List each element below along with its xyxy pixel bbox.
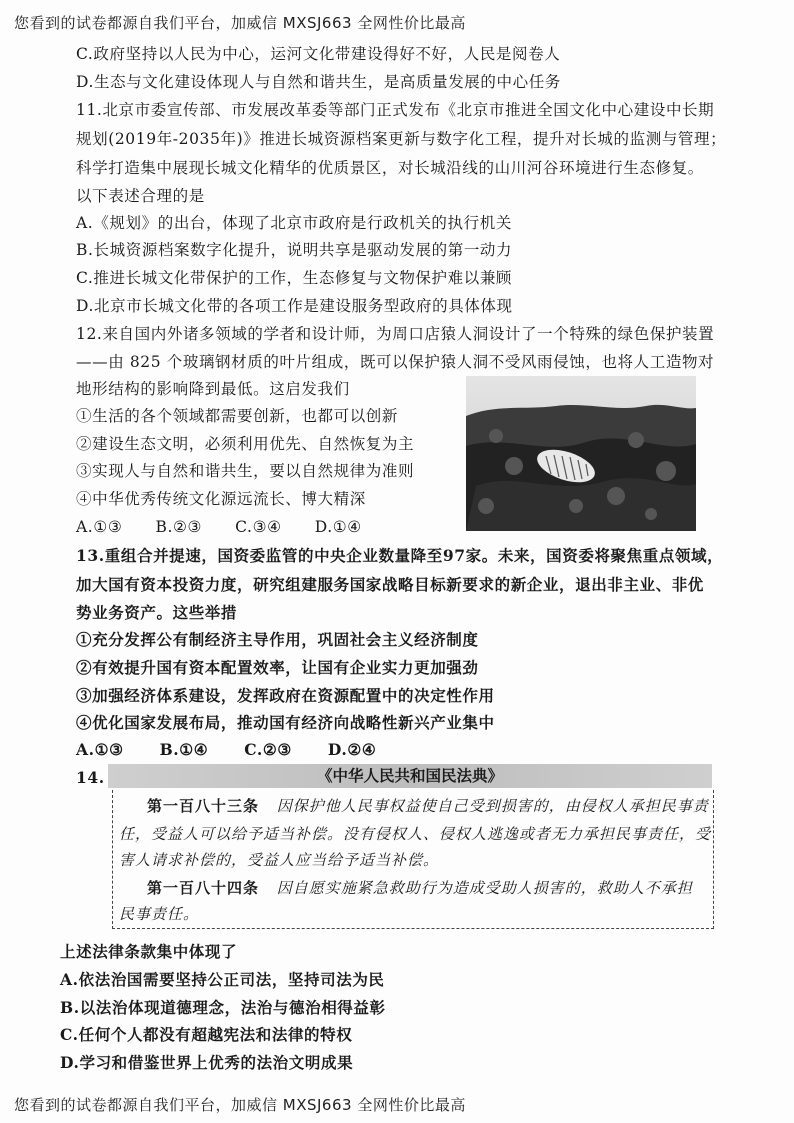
art183-line-2: 任，受益人可以给予适当补偿。没有侵权人、侵权人逃逸或者无力承担民事责任，受 xyxy=(119,825,712,843)
q13-item-4: ④优化国家发展布局，推动国有经济向战略性新兴产业集中 xyxy=(76,713,495,732)
q14-option-c: C.任何个人都没有超越宪法和法律的特权 xyxy=(60,1025,353,1044)
cave-protection-photo xyxy=(466,376,696,531)
q14-number: 14. xyxy=(76,768,105,787)
watermark-banner-top: 您看到的试卷都源自我们平台，加威信 MXSJ663 全网性价比最高 xyxy=(14,14,466,32)
q14-stem: 上述法律条款集中体现了 xyxy=(60,942,238,961)
art184-text-1: 因自愿实施紧急救助行为造成受助人损害的，救助人不承担 xyxy=(276,879,693,897)
art184-label: 第一百八十四条 xyxy=(147,879,260,897)
q13-stem-line-2: 加大国有资本投资力度，研究组建服务国家战略目标新要求的新企业，退出非主业、非优 xyxy=(76,575,704,594)
q13-options: A.①③ B.①④ C.②③ D.②④ xyxy=(76,740,377,759)
q11-option-a: A.《规划》的出台，体现了北京市政府是行政机关的执行机关 xyxy=(76,214,512,232)
q10-option-c: C.政府坚持以人民为中心，运河文化带建设得好不好，人民是阅卷人 xyxy=(76,45,561,63)
q12-stem-line-1: 12.来自国内外诸多领域的学者和设计师，为周口店猿人洞设计了一个特殊的绿色保护装置 xyxy=(76,325,715,343)
q12-stem-line-3: 地形结构的影响降到最低。这启发我们 xyxy=(76,380,350,398)
art184-line-1 xyxy=(147,878,693,898)
art183-label: 第一百八十三条 xyxy=(147,797,260,815)
q12-item-3: ③实现人与自然和谐共生，要以自然规律为准则 xyxy=(76,462,415,480)
q13-stem-line-3: 势业务资产。这些举措 xyxy=(76,603,238,622)
q13-stem-line-1: 13.重组合并提速，国资委监管的中央企业数量降至97家。未来，国资委将聚焦重点领域， xyxy=(76,546,724,565)
q12-item-4: ④中华优秀传统文化源远流长、博大精深 xyxy=(76,490,366,508)
q13-item-2: ②有效提升国有资本配置效率，让国有企业实力更加强劲 xyxy=(76,658,479,677)
art183-line-1 xyxy=(147,796,709,816)
art184-line-2: 民事责任。 xyxy=(119,905,200,923)
law-title-banner: 《中华人民共和国民法典》 xyxy=(108,764,712,788)
q11-stem-line-2: 规划(2019年-2035年)》推进长城资源档案更新与数字化工程，提升对长城的监测与管理； xyxy=(76,130,727,148)
q14-option-d: D.学习和借鉴世界上优秀的法治文明成果 xyxy=(60,1053,354,1072)
q11-stem-line-4: 以下表述合理的是 xyxy=(76,187,205,205)
q11-option-c: C.推进长城文化带保护的工作，生态修复与文物保护难以兼顾 xyxy=(76,269,513,287)
cave-protection-photo-image xyxy=(466,376,696,531)
q14-option-b: B.以法治体现道德理念，法治与德治相得益彰 xyxy=(60,998,386,1017)
q10-option-d: D.生态与文化建设体现人与自然和谐共生，是高质量发展的中心任务 xyxy=(76,73,561,91)
q13-item-3: ③加强经济体系建设，发挥政府在资源配置中的决定性作用 xyxy=(76,686,495,705)
q11-stem-line-1: 11.北京市委宣传部、市发展改革委等部门正式发布《北京市推进全国文化中心建设中长期 xyxy=(76,101,715,119)
law-text-box xyxy=(112,790,714,929)
q11-stem-line-3: 科学打造集中展现长城文化精华的优质景区，对长城沿线的山川河谷环境进行生态修复。 xyxy=(76,159,704,177)
q13-item-1: ①充分发挥公有制经济主导作用，巩固社会主义经济制度 xyxy=(76,630,479,649)
q12-item-2: ②建设生态文明，必须利用优先、自然恢复为主 xyxy=(76,435,415,453)
art183-line-3: 害人请求补偿的，受益人应当给予适当补偿。 xyxy=(119,851,440,869)
q11-option-b: B.长城资源档案数字化提升，说明共享是驱动发展的第一动力 xyxy=(76,241,513,259)
watermark-banner-bottom: 您看到的试卷都源自我们平台，加威信 MXSJ663 全网性价比最高 xyxy=(14,1096,466,1114)
q12-options: A.①③ B.②③ C.③④ D.①④ xyxy=(76,518,362,536)
q11-option-d: D.北京市长城文化带的各项工作是建设服务型政府的具体体现 xyxy=(76,297,513,315)
art183-text-1: 因保护他人民事权益使自己受到损害的，由侵权人承担民事责 xyxy=(276,797,709,815)
q12-item-1: ①生活的各个领域都需要创新，也都可以创新 xyxy=(76,407,399,425)
q12-stem-line-2: ——由 825 个玻璃钢材质的叶片组成，既可以保护猿人洞不受风雨侵蚀，也将人工造物对 xyxy=(76,353,715,371)
q14-option-a: A.依法治国需要坚持公正司法，坚持司法为民 xyxy=(60,970,385,989)
